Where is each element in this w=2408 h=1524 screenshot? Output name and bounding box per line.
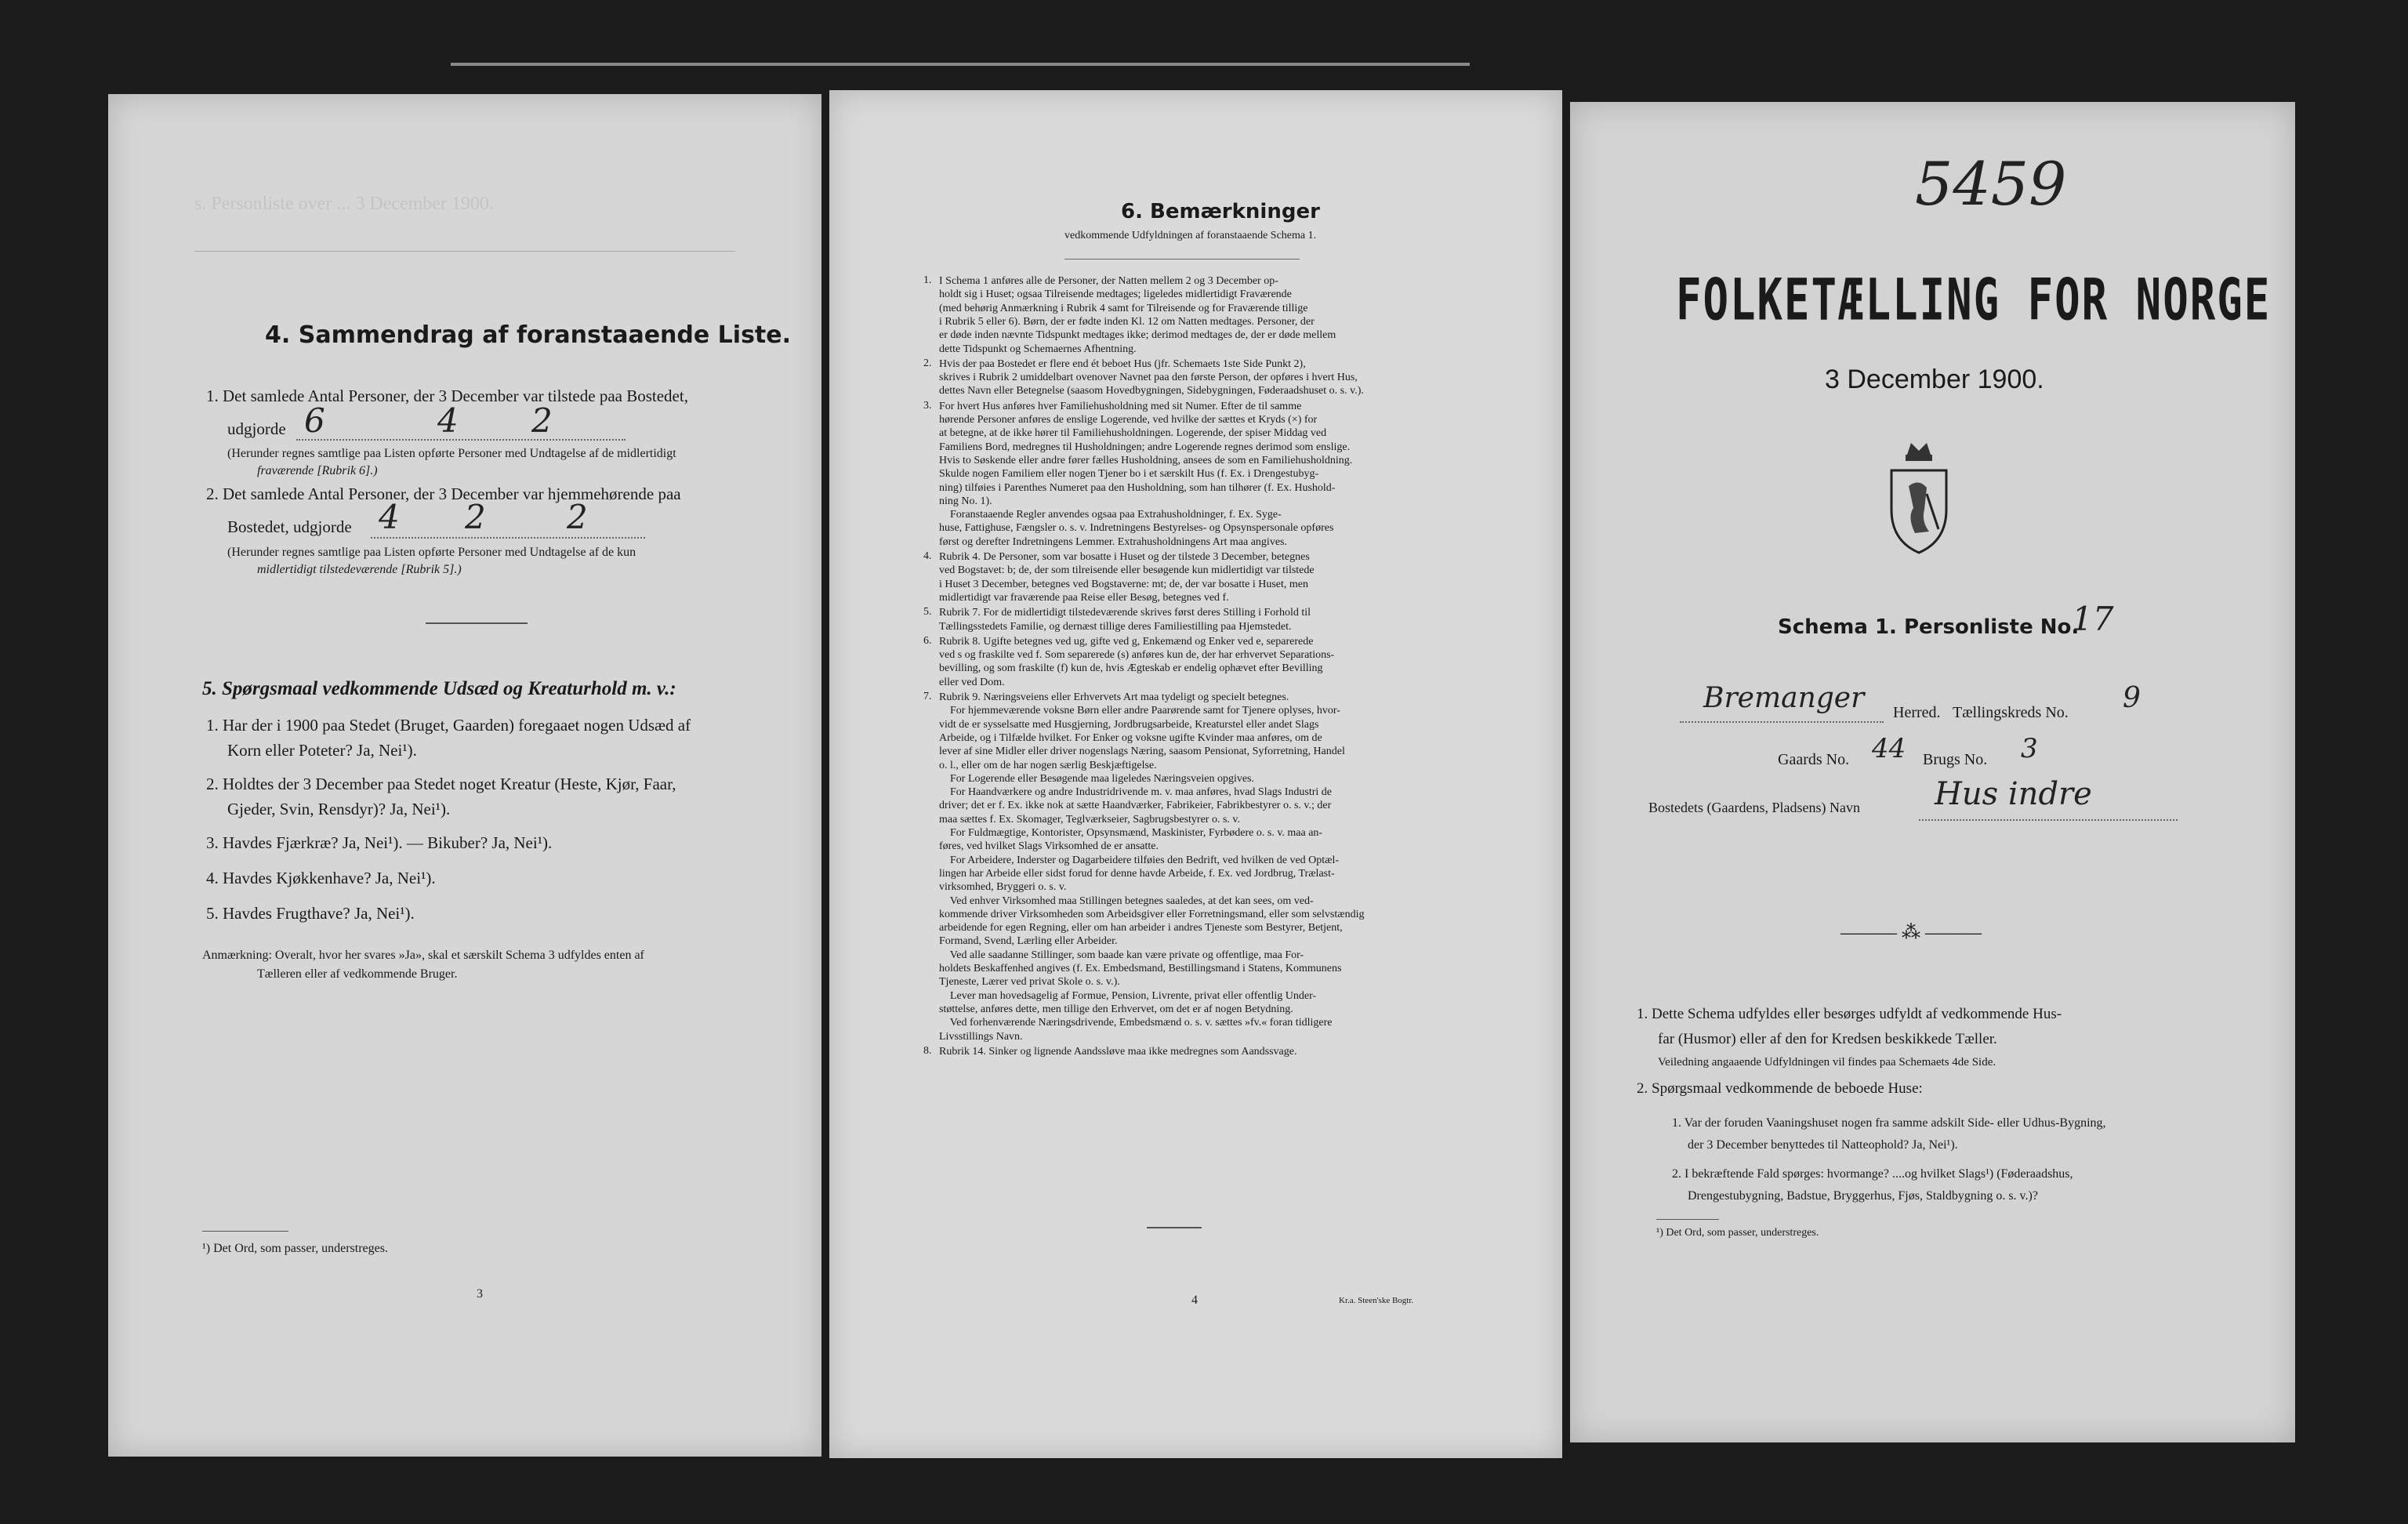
remark-line: at betegne, at de ikke hører til Familiehusholdningen. Logerende, der spiser Middag ved [939, 427, 1327, 440]
page-number: 3 [477, 1287, 483, 1301]
herred-label: Herred. [1893, 704, 1941, 721]
remark-number: 7. [923, 691, 932, 702]
s5-q1-b: Korn eller Poteter? Ja, Nei¹). [227, 741, 417, 760]
right-page [1570, 102, 2295, 1442]
herred-value: Bremanger [1703, 682, 1865, 714]
q2-note2: midlertidigt tilstedeværende [Rubrik 5].) [257, 563, 462, 576]
remark-line: holdt sig i Huset; ogsaa Tilreisende medtages; ligeledes midlertidigt Fraværende [939, 288, 1292, 301]
remarks-title: 6. Bemærkninger [1121, 200, 1320, 223]
kreds-value: 9 [2123, 682, 2141, 714]
q1-label: udgjorde [227, 419, 286, 438]
brugs-label: Brugs No. [1923, 751, 1988, 768]
remark-line: (med behørig Anmærkning i Rubrik 4 samt for Tilreisende og for Fraværende tillige [939, 302, 1308, 314]
s5-q2-a: 2. Holdtes der 3 December paa Stedet noget Kreatur (Heste, Kjør, Faar, [206, 775, 676, 793]
ghost-rule [194, 251, 735, 252]
printer-name: Kr.a. Steen'ske Bogtr. [1339, 1296, 1414, 1305]
anm-line1: Anmærkning: Overalt, hvor her svares »Ja», skal et særskilt Schema 3 udfyldes enten af [202, 949, 644, 962]
remark-line: For Arbeidere, Inderster og Dagarbeidere tilføies den Bedrift, ved hvilken de ved Optæl- [939, 854, 1340, 866]
remark-line: arbeidende for egen Regning, eller om han arbeider i andres Tjeneste som Bestyrer, Betjent, [939, 922, 1343, 934]
remark-line: huse, Fattighuse, Fængsler o. s. v. Indretningens Bestyrelses- og Opsynspersonale opføres [939, 522, 1334, 535]
q2-females: 2 [567, 498, 588, 536]
remark-line: ved Bogstavet: b; de, der som tilreisende eller besøgende kun midlertidigt var tilstede [939, 564, 1315, 577]
s5-q2-b: Gjeder, Svin, Rensdyr)? Ja, Nei¹). [227, 800, 451, 818]
remark-line: eller ved Dom. [939, 676, 1005, 688]
remark-line: o. l., eller om de har nogen særlig Beskjæftigelse. [939, 759, 1157, 771]
remark-line: ved s og fraskilte ved f. Som separerede (s) anføres kun de, der har erhvervet Separations- [939, 649, 1335, 662]
remark-number: 6. [923, 634, 932, 647]
q1-males: 4 [437, 401, 459, 440]
remark-line: hørende Personer anføres de enslige Logerende, ved hvilke der sættes et Kryds (×) for [939, 414, 1318, 426]
ghost-header: s. Personliste over ... 3 December 1900. [194, 194, 494, 214]
q1-total: 6 [304, 401, 325, 440]
q1-line1: 1. Det samlede Antal Personer, der 3 December var tilstede paa Bostedet, [206, 386, 688, 405]
coat-of-arms-icon [1884, 439, 1954, 557]
remark-line: Formand, Svend, Lærling eller Arbeider. [939, 935, 1118, 948]
remark-line: Rubrik 4. De Personer, som var bosatte i Huset og der tilstede 3 December, betegnes [939, 551, 1310, 563]
remark-number: 4. [923, 550, 932, 562]
remark-line: ning) tilføies i Parenthes Numeret paa den Husholdning, som han tilhører (f. Ex. Hushold- [939, 481, 1336, 494]
remark-line: For Logerende eller Besøgende maa ligeledes Næringsveien opgives. [939, 772, 1254, 785]
archive-number: 5459 [1915, 149, 2067, 219]
q2-label: Bostedet, udgjorde [227, 517, 352, 536]
remark-line: midlertidigt var fraværende paa Reise eller Besøg, betegnes ved f. [939, 591, 1229, 604]
inst2-2b: Drengestubygning, Badstue, Bryggerhus, Fjøs, Staldbygning o. s. v.)? [1688, 1189, 2038, 1203]
brugs-value: 3 [2021, 733, 2038, 764]
s5-q1-a: 1. Har der i 1900 paa Stedet (Bruget, Gaarden) foregaaet nogen Udsæd af [206, 716, 691, 735]
inst2-1a: 1. Var der foruden Vaaningshuset nogen fra samme adskilt Side- eller Udhus-Bygning, [1672, 1116, 2106, 1130]
remark-line: For hjemmeværende voksne Børn eller andre Paarørende samt for Tjenere oplyses, hvor- [939, 705, 1340, 717]
remark-line: lingen har Arbeide eller sidst forud for denne havde Arbeide, f. Ex. ved Jordbrug, Trælast- [939, 867, 1335, 880]
remark-line: i Huset 3 December, betegnes ved Bogstaverne: mt; de, der var bosatte i Huset, men [939, 578, 1309, 590]
remark-line: For hvert Hus anføres hver Familiehusholdning med sit Numer. Efter de til samme [939, 400, 1302, 412]
divider-short [426, 622, 528, 624]
q2-total: 4 [379, 498, 400, 536]
remark-line: holdets Beskaffenhed angives (f. Ex. Embedsmand, Bestillingsmand i Statens, Kommunens [939, 963, 1342, 974]
footnote: ¹) Det Ord, som passer, understreges. [202, 1242, 388, 1255]
middle-page [829, 90, 1562, 1458]
top-edge-line [451, 63, 1470, 66]
herred-dots [1680, 721, 1884, 723]
footnote: ¹) Det Ord, som passer, understreges. [1656, 1227, 1819, 1239]
remark-line: Rubrik 8. Ugifte betegnes ved ug, gifte ved g, Enkemænd og Enker ved e, separerede [939, 635, 1314, 648]
remark-line: i Rubrik 5 eller 6). Børn, der er fødte inden Kl. 12 om Natten medtages. Personer, der [939, 315, 1315, 328]
q2-males: 2 [465, 498, 486, 536]
inst1-c: Veiledning angaaende Udfyldningen vil findes paa Schemaets 4de Side. [1658, 1056, 1996, 1069]
remark-line: Arbeide, og i Tilfælde hvilket. For Enker og voksne ugifte Kvinder maa anføres, om de [939, 731, 1322, 744]
personliste-number: 17 [2072, 600, 2114, 638]
remark-line: skrives i Rubrik 2 umiddelbart ovenover Navnet paa den første Person, der opføres i hvert Hus, [939, 372, 1358, 384]
remark-line: driver; det er f. Ex. ikke nok at sætte Haandværker, Fabrikeier, Fabrikbestyrer o. s. v.; der [939, 800, 1332, 812]
remark-line: Hvis der paa Bostedet er flere end ét beboet Hus (jfr. Schemaets 1ste Side Punkt 2), [939, 357, 1306, 370]
footnote-rule [1656, 1219, 1719, 1220]
section4-title: 4. Sammendrag af foranstaaende Liste. [265, 321, 792, 349]
q2-note1: (Herunder regnes samtlige paa Listen opførte Personer med Undtagelse af de kun [227, 546, 636, 559]
inst2-1b: der 3 December benyttedes til Natteophold? Ja, Nei¹). [1688, 1138, 1958, 1152]
remark-line: Ved enhver Virksomhed maa Stillingen betegnes saaledes, at det kan sees, om ved- [939, 894, 1314, 907]
remark-line: Skulde nogen Familiem eller nogen Tjener bo i et særskilt Hus (f. Ex. i Drengestubyg- [939, 468, 1319, 481]
remark-number: 1. [923, 274, 932, 286]
remark-number: 5. [923, 606, 932, 619]
remark-line: For Haandværkere og andre Industridrivende m. v. maa anføres, hvad Slags Industri de [939, 786, 1333, 799]
remark-line: dette Tidspunkt og Schemaernes Afhentning. [939, 343, 1137, 355]
page-number: 4 [1191, 1294, 1198, 1307]
remark-line: Rubrik 7. For de midlertidigt tilstedeværende skrives først deres Stilling i Forhold til [939, 607, 1311, 619]
remark-line: Hvis to Søskende eller andre fører fælles Husholdning, ansees de som en Familiehusholdning. [939, 454, 1353, 466]
remark-line: For Fuldmægtige, Kontorister, Opsynsmænd, Maskinister, Fyrbødere o. s. v. maa an- [939, 827, 1323, 839]
remark-line: Tællingsstedets Familie, og dernæst tillige deres Familiestilling paa Hjemstedet. [939, 620, 1292, 633]
remark-line: bevilling, og som fraskilte (f) kun de, hvis Ægteskab er endelig ophævet efter Bevilling [939, 662, 1323, 675]
schema-label: Schema 1. Personliste No. [1778, 615, 2080, 639]
inst2: 2. Spørgsmaal vedkommende de beboede Huse: [1637, 1080, 1923, 1097]
remark-line: virksomhed, Bryggeri o. s. v. [939, 881, 1067, 894]
s5-q3: 3. Havdes Fjærkræ? Ja, Nei¹). — Bikuber? Ja, Nei¹). [206, 833, 553, 852]
remark-line: dettes Navn eller Betegnelse (saasom Hovedbygningen, Sidebygningen, Føderaadshuset o. s. v.). [939, 385, 1364, 397]
q1-note2: fraværende [Rubrik 6].) [257, 464, 378, 477]
footnote-rule [202, 1231, 288, 1232]
inst1-a: 1. Dette Schema udfyldes eller besørges udfyldt af vedkommende Hus- [1637, 1006, 2062, 1022]
remark-line: først og derefter Indretningens Lemmer. Extrahusholdningens Art maa angives. [939, 535, 1287, 548]
remark-line: støttelse, anføres dette, men tillige den Erhvervet, om det er af nogen Betydning. [939, 1003, 1293, 1015]
remarks-subtitle: vedkommende Udfyldningen af foranstaaende Schema 1. [1064, 230, 1317, 241]
bosted-dots [1919, 819, 2178, 821]
remark-line: Ved forhenværende Næringsdrivende, Embedsmænd o. s. v. sættes »fv.« foran tidligere [939, 1017, 1333, 1029]
inst1-b: far (Husmor) eller af den for Kredsen beskikkede Tæller. [1658, 1031, 1997, 1047]
q1-note1: (Herunder regnes samtlige paa Listen opførte Personer med Undtagelse af de midlertidigt [227, 447, 676, 460]
gaards-label: Gaards No. [1778, 751, 1850, 768]
gaards-value: 44 [1872, 733, 1906, 764]
remark-line: maa sættes f. Ex. Skomager, Teglværkseier, Sagbrugsbestyrer o. s. v. [939, 813, 1240, 826]
remark-line: I Schema 1 anføres alle de Personer, der Natten mellem 2 og 3 December op- [939, 275, 1278, 287]
remark-line: vidt de er sysselsatte med Husgjerning, Jordbrugsarbeide, Kreaturstel eller andet Slags [939, 718, 1319, 731]
remark-line: føres, ved hvilket Slags Virksomhed de er ansatte. [939, 840, 1159, 853]
inst2-2a: 2. I bekræftende Fald spørges: hvormange? ....og hvilket Slags¹) (Føderaadshus, [1672, 1167, 2073, 1181]
bosted-label: Bostedets (Gaardens, Pladsens) Navn [1648, 800, 1860, 815]
anm-line2: Tælleren eller af vedkommende Bruger. [257, 967, 458, 981]
q2-line1: 2. Det samlede Antal Personer, der 3 December var hjemmehørende paa [206, 484, 681, 503]
remark-number: 2. [923, 357, 932, 369]
remark-line: kommende driver Virksomheden som Arbeidsgiver eller Forretningsmand, eller som selvstændig [939, 908, 1365, 920]
census-title: FOLKETÆLLING FOR NORGE [1676, 267, 2272, 334]
census-date: 3 December 1900. [1825, 365, 2044, 394]
bosted-value: Hus indre [1935, 776, 2092, 812]
s5-q4: 4. Havdes Kjøkkenhave? Ja, Nei¹). [206, 869, 436, 887]
remark-line: Rubrik 14. Sinker og lignende Aandssløve maa ikke medregnes som Aandssvage. [939, 1045, 1297, 1058]
remark-line: Familiens Bord, medregnes til Husholdningen; andre Logerende regnes derimod som enslige. [939, 441, 1351, 453]
remark-line: Lever man hovedsagelig af Formue, Pension, Livrente, privat eller offentlig Under- [939, 989, 1317, 1002]
ornament-icon: ——— ⁂ ——— [1840, 923, 1982, 943]
remark-line: Ved alle saadanne Stillinger, som baade kan være private og offentlige, maa For- [939, 949, 1304, 961]
remark-line: ning No. 1). [939, 495, 992, 507]
s5-q5: 5. Havdes Frugthave? Ja, Nei¹). [206, 904, 415, 923]
remark-line: Rubrik 9. Næringsveiens eller Erhvervets Art maa tydeligt og specielt betegnes. [939, 691, 1289, 703]
section5-title: 5. Spørgsmaal vedkommende Udsæd og Kreaturhold m. v.: [202, 678, 676, 699]
remark-number: 8. [923, 1044, 932, 1057]
end-rule [1147, 1227, 1202, 1228]
remark-line: Foranstaaende Regler anvendes ogsaa paa Extrahusholdninger, f. Ex. Syge- [939, 509, 1282, 521]
remark-line: lever af sine Midler eller driver nogenslags Næring, saasom Pensionat, Syforretning, Handel [939, 746, 1345, 758]
kreds-label: Tællingskreds No. [1953, 704, 2069, 721]
left-page [108, 94, 821, 1457]
remark-line: er døde inden nævnte Tidspunkt medtages ikke; derimod medtages de, der er døde mellem [939, 329, 1336, 342]
q1-dotted-line [296, 439, 626, 441]
q1-females: 2 [531, 401, 553, 440]
remark-line: Tjeneste, Lærer ved privat Skole o. s. v.). [939, 976, 1120, 989]
q2-dotted-line [371, 537, 645, 539]
remark-line: Livsstillings Navn. [939, 1030, 1023, 1043]
remark-number: 3. [923, 399, 932, 412]
